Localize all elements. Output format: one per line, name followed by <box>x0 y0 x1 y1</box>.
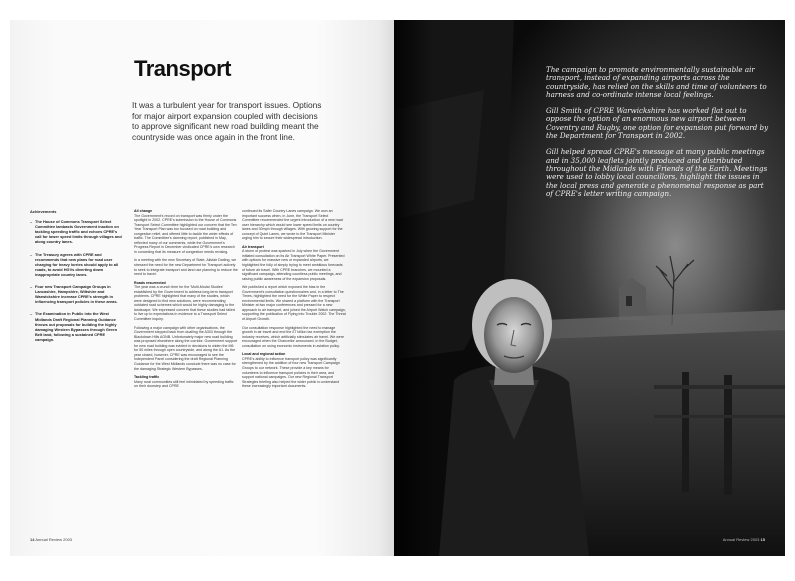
achievements-heading: Achievements <box>30 209 57 214</box>
achievement-item: – Four new Transport Campaign Groups in Lancashire, Hampshire, Wiltshire and Warwickshire increase CPRE's strength in influencing transport policies in these areas. <box>30 284 118 305</box>
body-paragraph: The Government's record on transport was firmly under the spotlight in 2002. CPRE's submission to the House of Commons Transport Select Committee highlighted our concern that the Ten Year Transport Plan was too focused on road building and congestion relief, and offered little to tackle the wider effects of traffic. The Committee's damning report, published in May, reflected many of our comments, while the Government's Progress Report in December vindicated CPRE's own research in conceding that its measure of congestion needs revising. <box>134 213 237 254</box>
body-paragraph: Following a major campaign with other organisations, the Government stepped back from dualling the A303 through the Blackdown Hills AONB. Unfortunately major new road building was proposed elsewhere along the corridor. Government support for new road building was evident in decisions to widen the M6 for 50 miles through open countryside, and along the A1. As the year closed, however, CPRE was encouraged to see the Independent Panel considering the draft Regional Planning Guidance for the West Midlands conclude there was no case for the damaging Strategic Western Bypasses. <box>134 325 238 371</box>
achievement-text: The Treasury agrees with CPRE and recommends that new plans for road user charging for heavy lorries should apply to all roads, to avoid HGVs diverting down inappropriate country lanes. <box>35 251 119 277</box>
body-paragraph: We published a report which exposed the bias in the Government's consultation questionnaires and, in a letter to The Times, highlighted the need for the White Paper to respect environmental limits. We shared a platform with the Transport Minister at two major conferences and pressed for a new approach to air transport, and joined the Airport Watch campaign, supporting the publication of Flying into Trouble 2002: The Threat of Airport Growth. <box>242 285 346 322</box>
page-number: 14 <box>30 537 35 542</box>
page-title: Transport <box>134 56 231 81</box>
body-paragraph: Many rural communities still feel intimidated by speeding traffic on their doorstep and CPRE <box>134 379 234 389</box>
achievement-item: – The Examination in Public into the West Midlands Draft Regional Planning Guidance throws out proposals for building the highly damaging Western Bypasses through Green Belt land, following a sustained CPRE campaign. <box>30 311 118 342</box>
body-paragraph: CPRE's ability to influence transport policy was significantly strengthened by the addition of four new Transport Campaign Groups to our network. These provide a key means for volunteers to influence transport policies in their area, and support national campaigns. Our new Regional Transport Strategies briefing also helped the wider public to understand these increasingly important documents. <box>242 356 340 389</box>
folio-left <box>30 537 72 542</box>
body-paragraph: continued its Safer Country Lanes campaign. We won an important success when, in June, the Transport Select Committee recommended the urgent introduction of a new road user hierarchy which would see lower speed limits on country lanes and 30mph through villages. With growing support for the concept of Quiet Lanes, we wrote to the Transport Minister urging him to secure their widespread introduction. <box>242 209 343 241</box>
body-paragraph: In a meeting with the new Secretary of State, Alistair Darling, we stressed the need for the new Department for Transport actively to seek to integrate transport and land use planning to reduce the need to travel. <box>134 258 238 277</box>
body-paragraph: The year was a crunch time for the 'Multi-Modal Studies' established by the Government to address long-term transport problems. CPRE highlighted that many of the studies, which were designed to find new solutions, were recommending outdated road schemes which would be highly damaging to the landscape. We expressed concern that these studies had failed to live up to expectations in evidence to a Transport Select Committee inquiry. <box>134 285 235 322</box>
quote-paragraph: Gill helped spread CPRE's message at many public meetings and in 35,000 leaflets jointly produced and distributed throughout the Midlands with Friends of the Earth. Meetings were used to lobby local councillors, highlight the issues in the local press and generate a phenomenal response as part of CPRE's letter writing campaign. <box>546 147 768 198</box>
quote-paragraph: Gill Smith of CPRE Warwickshire has worked flat out to oppose the option of an enormous new airport between Coventry and Rugby, one option for expansion put forward by the Department for Transport in 2002. <box>546 106 769 141</box>
achievement-text: The Examination in Public into the West Midlands Draft Regional Planning Guidance throws out proposals for building the highly damaging Western Bypasses through Green Belt land, following a sustained CPRE campaign. <box>35 311 118 342</box>
intro-paragraph: It was a turbulent year for transport issues. Options for major airport expansion coupled with decisions to approve significant new road building meant the countryside was once again in the front line. <box>132 100 322 142</box>
left-page <box>10 20 394 556</box>
body-column-2 <box>242 209 346 393</box>
section-heading: Tackling traffic <box>134 375 160 380</box>
folio-right <box>723 537 765 542</box>
section-heading: Local and regional action <box>242 352 286 357</box>
section-heading: All change <box>134 209 153 213</box>
achievements-sidebar <box>30 209 122 349</box>
achievement-item: – The Treasury agrees with CPRE and recommends that new plans for road user charging for heavy lorries should apply to all roads, to avoid HGVs diverting down inappropriate country lanes. <box>30 251 119 277</box>
pull-quote <box>546 66 771 206</box>
magazine-spread <box>10 20 785 556</box>
folio-label: Annual Review 2003 <box>722 537 760 542</box>
achievement-text: Four new Transport Campaign Groups in Lancashire, Hampshire, Wiltshire and Warwickshire increase CPRE's strength in influencing transport policies in these areas. <box>35 284 118 305</box>
section-heading: Roads resurrected <box>134 280 166 285</box>
folio-label: Annual Review 2003 <box>35 537 73 542</box>
quote-paragraph: The campaign to promote environmentally sustainable air transport, instead of expanding airports across the countryside, has relied on the skills and time of volunteers to harness and co-ordinate intense local feelings. <box>546 65 767 99</box>
body-paragraph: A storm of protest was sparked in July when the Government initiated consultation on its Air Transport White Paper. Presented with options for massive new or expanded airports, we highlighted the folly of simply trying to meet ambitious forecasts of future air travel. With CPRE branches, we mounted a significant campaign, attending countless public meetings, and raising public awareness of the expansion proposals. <box>242 249 345 281</box>
page-number: 15 <box>760 537 765 542</box>
section-heading: Air transport <box>242 244 264 249</box>
achievements-list <box>30 219 122 342</box>
achievement-text: The House of Commons Transport Select Committee lambasts Government inaction on tackling speeding traffic and echoes CPRE's call for lower speed limits through villages and along country lanes. <box>35 219 122 245</box>
achievement-item: – The House of Commons Transport Select Committee lambasts Government inaction on tackling speeding traffic and echoes CPRE's call for lower speed limits through villages and along country lanes. <box>30 219 122 245</box>
right-page <box>394 20 785 556</box>
body-column-1 <box>134 209 238 393</box>
body-paragraph: Our consultation response highlighted the need to manage growth in air travel and end the £7 billion tax exemption the industry receives, which artificially stimulates air travel. We were encouraged when the Chancellor announced, in the Budget, consultation on using economic instruments in aviation policy. <box>242 325 344 348</box>
